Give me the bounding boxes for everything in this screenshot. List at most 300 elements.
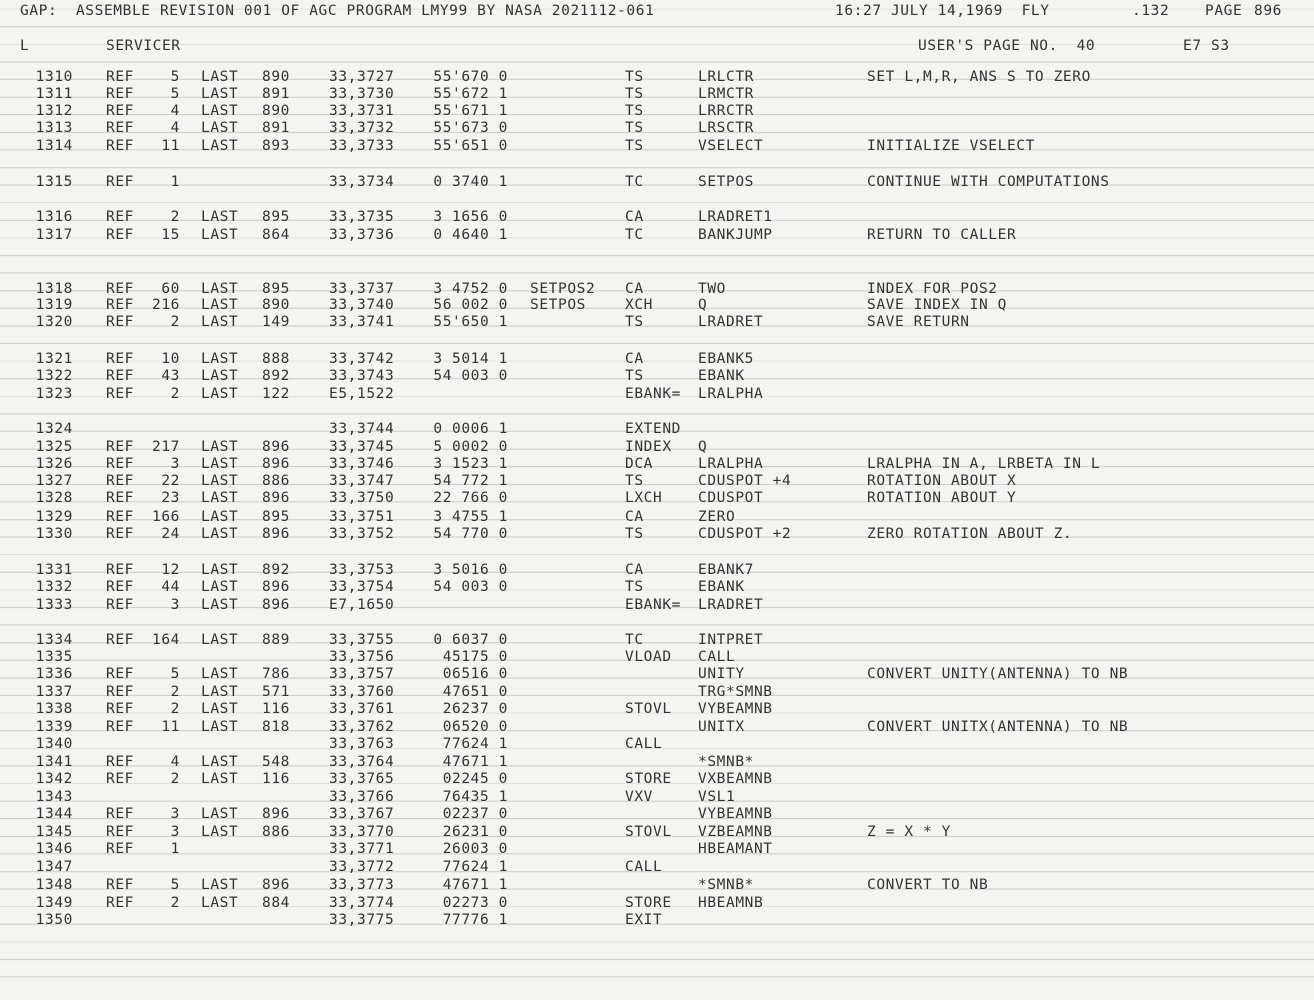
- row-1315-ref: REF: [106, 174, 134, 190]
- row-1310-lastn: 890: [262, 69, 290, 85]
- row-1322-ref: REF: [106, 368, 134, 384]
- row-1323-operand: LRALPHA: [698, 386, 764, 402]
- row-1344-last: LAST: [201, 806, 239, 822]
- row-1337-addr: 33,3760: [329, 684, 395, 700]
- row-1346-operand: HBEAMANT: [698, 841, 773, 857]
- row-1331-line: 1331: [35, 562, 73, 578]
- row-1337-last: LAST: [201, 684, 239, 700]
- row-1332-op: TS: [625, 579, 644, 595]
- row-1345-octal: 26231 0: [442, 824, 508, 840]
- row-1323-ref: REF: [106, 386, 134, 402]
- row-1334-last: LAST: [201, 632, 239, 648]
- row-1328-octal: 22 766 0: [433, 490, 508, 506]
- row-1345-last: LAST: [201, 824, 239, 840]
- row-1321-op: CA: [625, 351, 644, 367]
- row-1319-comment: SAVE INDEX IN Q: [867, 297, 1007, 313]
- row-1350-octal: 77776 1: [442, 912, 508, 928]
- row-1314-last: LAST: [201, 138, 239, 154]
- row-1320-addr: 33,3741: [329, 314, 395, 330]
- row-1332-refn: 44: [161, 579, 180, 595]
- row-1312-last: LAST: [201, 103, 239, 119]
- section-name: SERVICER: [106, 38, 181, 54]
- row-1328-refn: 23: [161, 490, 180, 506]
- row-1329-ref: REF: [106, 509, 134, 525]
- row-1316-octal: 3 1656 0: [433, 209, 508, 225]
- row-1317-comment: RETURN TO CALLER: [867, 227, 1017, 243]
- row-1313-op: TS: [625, 120, 644, 136]
- row-1310-refn: 5: [170, 69, 180, 85]
- row-1320-last: LAST: [201, 314, 239, 330]
- row-1342-last: LAST: [201, 771, 239, 787]
- row-1311-addr: 33,3730: [329, 86, 395, 102]
- row-1325-ref: REF: [106, 439, 134, 455]
- row-1317-lastn: 864: [262, 227, 290, 243]
- row-1337-operand: TRG*SMNB: [698, 684, 773, 700]
- row-1348-octal: 47671 1: [442, 877, 508, 893]
- row-1335-line: 1335: [35, 649, 73, 665]
- row-1326-addr: 33,3746: [329, 456, 395, 472]
- row-1329-line: 1329: [35, 509, 73, 525]
- row-1316-op: CA: [625, 209, 644, 225]
- row-1345-refn: 3: [170, 824, 180, 840]
- row-1339-comment: CONVERT UNITX(ANTENNA) TO NB: [867, 719, 1129, 735]
- row-1332-octal: 54 003 0: [433, 579, 508, 595]
- row-1317-addr: 33,3736: [329, 227, 395, 243]
- row-1347-octal: 77624 1: [442, 859, 508, 875]
- row-1341-last: LAST: [201, 754, 239, 770]
- row-1339-line: 1339: [35, 719, 73, 735]
- row-1333-line: 1333: [35, 597, 73, 613]
- row-1325-last: LAST: [201, 439, 239, 455]
- row-1313-octal: 55'673 0: [433, 120, 508, 136]
- row-1344-ref: REF: [106, 806, 134, 822]
- row-1318-octal: 3 4752 0: [433, 281, 508, 297]
- row-1331-last: LAST: [201, 562, 239, 578]
- row-1338-octal: 26237 0: [442, 701, 508, 717]
- row-1329-refn: 166: [152, 509, 180, 525]
- row-1345-op: STOVL: [625, 824, 672, 840]
- row-1341-lastn: 548: [262, 754, 290, 770]
- row-1340-octal: 77624 1: [442, 736, 508, 752]
- row-1348-operand: *SMNB*: [698, 877, 754, 893]
- row-1330-refn: 24: [161, 526, 180, 542]
- row-1331-ref: REF: [106, 562, 134, 578]
- row-1320-line: 1320: [35, 314, 73, 330]
- row-1319-lastn: 890: [262, 297, 290, 313]
- row-1325-operand: Q: [698, 439, 708, 455]
- row-1324-octal: 0 0006 1: [433, 421, 508, 437]
- row-1324-op: EXTEND: [625, 421, 681, 437]
- row-1326-refn: 3: [170, 456, 180, 472]
- row-1341-ref: REF: [106, 754, 134, 770]
- row-1338-lastn: 116: [262, 701, 290, 717]
- row-1328-line: 1328: [35, 490, 73, 506]
- row-1342-line: 1342: [35, 771, 73, 787]
- row-1343-op: VXV: [625, 789, 653, 805]
- row-1325-refn: 217: [152, 439, 180, 455]
- row-1345-lastn: 886: [262, 824, 290, 840]
- row-1318-lastn: 895: [262, 281, 290, 297]
- row-1311-refn: 5: [170, 86, 180, 102]
- row-1348-refn: 5: [170, 877, 180, 893]
- row-1340-op: CALL: [625, 736, 663, 752]
- row-1311-octal: 55'672 1: [433, 86, 508, 102]
- row-1318-op: CA: [625, 281, 644, 297]
- row-1322-last: LAST: [201, 368, 239, 384]
- row-1347-op: CALL: [625, 859, 663, 875]
- row-1327-line: 1327: [35, 473, 73, 489]
- row-1338-ref: REF: [106, 701, 134, 717]
- row-1350-op: EXIT: [625, 912, 663, 928]
- row-1321-last: LAST: [201, 351, 239, 367]
- row-1322-lastn: 892: [262, 368, 290, 384]
- row-1311-line: 1311: [35, 86, 73, 102]
- row-1343-operand: VSL1: [698, 789, 736, 805]
- row-1326-line: 1326: [35, 456, 73, 472]
- row-1313-ref: REF: [106, 120, 134, 136]
- row-1349-last: LAST: [201, 895, 239, 911]
- row-1320-comment: SAVE RETURN: [867, 314, 970, 330]
- row-1334-addr: 33,3755: [329, 632, 395, 648]
- row-1312-lastn: 890: [262, 103, 290, 119]
- row-1339-addr: 33,3762: [329, 719, 395, 735]
- row-1337-octal: 47651 0: [442, 684, 508, 700]
- row-1311-last: LAST: [201, 86, 239, 102]
- row-1346-addr: 33,3771: [329, 841, 395, 857]
- row-1338-refn: 2: [170, 701, 180, 717]
- row-1312-octal: 55'671 1: [433, 103, 508, 119]
- row-1319-last: LAST: [201, 297, 239, 313]
- row-1310-op: TS: [625, 69, 644, 85]
- row-1317-ref: REF: [106, 227, 134, 243]
- row-1330-operand: CDUSPOT +2: [698, 526, 792, 542]
- row-1328-lastn: 896: [262, 490, 290, 506]
- row-1321-line: 1321: [35, 351, 73, 367]
- row-1336-refn: 5: [170, 666, 180, 682]
- row-1331-octal: 3 5016 0: [433, 562, 508, 578]
- row-1315-addr: 33,3734: [329, 174, 395, 190]
- row-1339-last: LAST: [201, 719, 239, 735]
- row-1330-last: LAST: [201, 526, 239, 542]
- row-1333-op: EBANK=: [625, 597, 681, 613]
- row-1328-operand: CDUSPOT: [698, 490, 764, 506]
- row-1333-refn: 3: [170, 597, 180, 613]
- row-1312-ref: REF: [106, 103, 134, 119]
- row-1311-operand: LRMCTR: [698, 86, 754, 102]
- row-1312-refn: 4: [170, 103, 180, 119]
- row-1336-addr: 33,3757: [329, 666, 395, 682]
- row-1316-line: 1316: [35, 209, 73, 225]
- row-1315-comment: CONTINUE WITH COMPUTATIONS: [867, 174, 1110, 190]
- row-1316-lastn: 895: [262, 209, 290, 225]
- row-1311-lastn: 891: [262, 86, 290, 102]
- row-1321-ref: REF: [106, 351, 134, 367]
- row-1337-lastn: 571: [262, 684, 290, 700]
- row-1347-addr: 33,3772: [329, 859, 395, 875]
- row-1348-lastn: 896: [262, 877, 290, 893]
- row-1310-addr: 33,3727: [329, 69, 395, 85]
- row-1315-line: 1315: [35, 174, 73, 190]
- row-1346-octal: 26003 0: [442, 841, 508, 857]
- row-1342-octal: 02245 0: [442, 771, 508, 787]
- row-1315-octal: 0 3740 1: [433, 174, 508, 190]
- row-1334-op: TC: [625, 632, 644, 648]
- row-1334-operand: INTPRET: [698, 632, 764, 648]
- row-1336-comment: CONVERT UNITY(ANTENNA) TO NB: [867, 666, 1129, 682]
- row-1314-operand: VSELECT: [698, 138, 764, 154]
- row-1349-ref: REF: [106, 895, 134, 911]
- row-1313-lastn: 891: [262, 120, 290, 136]
- row-1328-last: LAST: [201, 490, 239, 506]
- row-1341-operand: *SMNB*: [698, 754, 754, 770]
- row-1344-octal: 02237 0: [442, 806, 508, 822]
- row-1317-refn: 15: [161, 227, 180, 243]
- row-1335-operand: CALL: [698, 649, 736, 665]
- row-1314-octal: 55'651 0: [433, 138, 508, 154]
- row-1321-operand: EBANK5: [698, 351, 754, 367]
- row-1330-addr: 33,3752: [329, 526, 395, 542]
- row-1316-last: LAST: [201, 209, 239, 225]
- row-1319-operand: Q: [698, 297, 708, 313]
- row-1325-op: INDEX: [625, 439, 672, 455]
- row-1337-line: 1337: [35, 684, 73, 700]
- row-1332-last: LAST: [201, 579, 239, 595]
- row-1311-ref: REF: [106, 86, 134, 102]
- row-1328-op: LXCH: [625, 490, 663, 506]
- row-1318-label: SETPOS2: [530, 281, 596, 297]
- row-1338-addr: 33,3761: [329, 701, 395, 717]
- row-1339-lastn: 818: [262, 719, 290, 735]
- row-1320-operand: LRADRET: [698, 314, 764, 330]
- row-1344-addr: 33,3767: [329, 806, 395, 822]
- row-1317-last: LAST: [201, 227, 239, 243]
- row-1333-lastn: 896: [262, 597, 290, 613]
- row-1312-line: 1312: [35, 103, 73, 119]
- row-1325-line: 1325: [35, 439, 73, 455]
- row-1327-refn: 22: [161, 473, 180, 489]
- row-1314-addr: 33,3733: [329, 138, 395, 154]
- row-1338-op: STOVL: [625, 701, 672, 717]
- row-1313-addr: 33,3732: [329, 120, 395, 136]
- listing-header: GAP: ASSEMBLE REVISION 001 OF AGC PROGRAM LMY99 BY NASA 2021112-061: [20, 3, 655, 19]
- row-1346-line: 1346: [35, 841, 73, 857]
- row-1311-op: TS: [625, 86, 644, 102]
- row-1347-line: 1347: [35, 859, 73, 875]
- row-1342-lastn: 116: [262, 771, 290, 787]
- row-1341-addr: 33,3764: [329, 754, 395, 770]
- row-1336-operand: UNITY: [698, 666, 745, 682]
- row-1342-refn: 2: [170, 771, 180, 787]
- row-1333-ref: REF: [106, 597, 134, 613]
- row-1322-op: TS: [625, 368, 644, 384]
- row-1330-octal: 54 770 0: [433, 526, 508, 542]
- row-1316-addr: 33,3735: [329, 209, 395, 225]
- row-1330-op: TS: [625, 526, 644, 542]
- row-1319-line: 1319: [35, 297, 73, 313]
- row-1314-ref: REF: [106, 138, 134, 154]
- row-1332-lastn: 896: [262, 579, 290, 595]
- row-1321-lastn: 888: [262, 351, 290, 367]
- row-1314-op: TS: [625, 138, 644, 154]
- listing-timestamp: 16:27 JULY 14,1969 FLY: [835, 3, 1050, 19]
- listing-code: .132: [1132, 3, 1170, 19]
- page-number: 896: [1254, 3, 1282, 19]
- row-1323-lastn: 122: [262, 386, 290, 402]
- row-1321-addr: 33,3742: [329, 351, 395, 367]
- row-1324-addr: 33,3744: [329, 421, 395, 437]
- row-1344-line: 1344: [35, 806, 73, 822]
- row-1334-ref: REF: [106, 632, 134, 648]
- row-1314-refn: 11: [161, 138, 180, 154]
- row-1334-octal: 0 6037 0: [433, 632, 508, 648]
- row-1312-op: TS: [625, 103, 644, 119]
- row-1327-ref: REF: [106, 473, 134, 489]
- row-1349-lastn: 884: [262, 895, 290, 911]
- row-1331-addr: 33,3753: [329, 562, 395, 578]
- row-1346-refn: 1: [170, 841, 180, 857]
- row-1327-op: TS: [625, 473, 644, 489]
- row-1314-lastn: 893: [262, 138, 290, 154]
- row-1330-ref: REF: [106, 526, 134, 542]
- row-1336-lastn: 786: [262, 666, 290, 682]
- row-1330-lastn: 896: [262, 526, 290, 542]
- row-1328-ref: REF: [106, 490, 134, 506]
- row-1345-addr: 33,3770: [329, 824, 395, 840]
- row-1310-line: 1310: [35, 69, 73, 85]
- row-1326-operand: LRALPHA: [698, 456, 764, 472]
- row-1310-octal: 55'670 0: [433, 69, 508, 85]
- row-1320-op: TS: [625, 314, 644, 330]
- row-1350-addr: 33,3775: [329, 912, 395, 928]
- row-1349-line: 1349: [35, 895, 73, 911]
- row-1315-refn: 1: [170, 174, 180, 190]
- row-1321-refn: 10: [161, 351, 180, 367]
- row-1350-line: 1350: [35, 912, 73, 928]
- row-1313-operand: LRSCTR: [698, 120, 754, 136]
- row-1345-comment: Z = X * Y: [867, 824, 951, 840]
- row-1317-op: TC: [625, 227, 644, 243]
- row-1332-addr: 33,3754: [329, 579, 395, 595]
- row-1322-line: 1322: [35, 368, 73, 384]
- row-1322-octal: 54 003 0: [433, 368, 508, 384]
- row-1327-octal: 54 772 1: [433, 473, 508, 489]
- row-1326-ref: REF: [106, 456, 134, 472]
- row-1331-op: CA: [625, 562, 644, 578]
- row-1313-refn: 4: [170, 120, 180, 136]
- row-1310-operand: LRLCTR: [698, 69, 754, 85]
- row-1335-addr: 33,3756: [329, 649, 395, 665]
- row-1315-operand: SETPOS: [698, 174, 754, 190]
- row-1333-addr: E7,1650: [329, 597, 395, 613]
- row-1338-line: 1338: [35, 701, 73, 717]
- row-1339-refn: 11: [161, 719, 180, 735]
- row-1342-addr: 33,3765: [329, 771, 395, 787]
- row-1323-last: LAST: [201, 386, 239, 402]
- bank-indicator: E7 S3: [1183, 38, 1230, 54]
- row-1316-ref: REF: [106, 209, 134, 225]
- row-1336-line: 1336: [35, 666, 73, 682]
- row-1318-last: LAST: [201, 281, 239, 297]
- row-1327-addr: 33,3747: [329, 473, 395, 489]
- row-1321-octal: 3 5014 1: [433, 351, 508, 367]
- row-1323-line: 1323: [35, 386, 73, 402]
- row-1326-op: DCA: [625, 456, 653, 472]
- row-1345-ref: REF: [106, 824, 134, 840]
- row-1334-lastn: 889: [262, 632, 290, 648]
- row-1329-octal: 3 4755 1: [433, 509, 508, 525]
- row-1317-octal: 0 4640 1: [433, 227, 508, 243]
- row-1318-refn: 60: [161, 281, 180, 297]
- row-1313-line: 1313: [35, 120, 73, 136]
- row-1320-lastn: 149: [262, 314, 290, 330]
- row-1310-ref: REF: [106, 69, 134, 85]
- row-1343-line: 1343: [35, 789, 73, 805]
- row-1313-last: LAST: [201, 120, 239, 136]
- row-1341-line: 1341: [35, 754, 73, 770]
- row-1318-addr: 33,3737: [329, 281, 395, 297]
- row-1329-op: CA: [625, 509, 644, 525]
- row-1339-ref: REF: [106, 719, 134, 735]
- row-1314-line: 1314: [35, 138, 73, 154]
- row-1326-last: LAST: [201, 456, 239, 472]
- row-1331-operand: EBANK7: [698, 562, 754, 578]
- row-1349-operand: HBEAMNB: [698, 895, 764, 911]
- row-1319-refn: 216: [152, 297, 180, 313]
- row-1319-addr: 33,3740: [329, 297, 395, 313]
- users-page-number: USER'S PAGE NO. 40: [918, 38, 1096, 54]
- row-1326-comment: LRALPHA IN A, LRBETA IN L: [867, 456, 1101, 472]
- row-1322-refn: 43: [161, 368, 180, 384]
- row-1327-last: LAST: [201, 473, 239, 489]
- row-1348-line: 1348: [35, 877, 73, 893]
- row-1327-lastn: 886: [262, 473, 290, 489]
- row-1318-ref: REF: [106, 281, 134, 297]
- row-1310-last: LAST: [201, 69, 239, 85]
- row-1318-comment: INDEX FOR POS2: [867, 281, 998, 297]
- row-1331-refn: 12: [161, 562, 180, 578]
- row-1326-lastn: 896: [262, 456, 290, 472]
- row-1345-operand: VZBEAMNB: [698, 824, 773, 840]
- row-1336-last: LAST: [201, 666, 239, 682]
- row-1343-octal: 76435 1: [442, 789, 508, 805]
- row-1329-operand: ZERO: [698, 509, 736, 525]
- page-label: PAGE: [1205, 3, 1243, 19]
- row-1340-addr: 33,3763: [329, 736, 395, 752]
- row-1344-lastn: 896: [262, 806, 290, 822]
- row-1329-last: LAST: [201, 509, 239, 525]
- row-1319-ref: REF: [106, 297, 134, 313]
- row-1322-addr: 33,3743: [329, 368, 395, 384]
- row-1349-refn: 2: [170, 895, 180, 911]
- row-1312-addr: 33,3731: [329, 103, 395, 119]
- row-1336-ref: REF: [106, 666, 134, 682]
- row-1338-last: LAST: [201, 701, 239, 717]
- row-1329-lastn: 895: [262, 509, 290, 525]
- row-1344-operand: VYBEAMNB: [698, 806, 773, 822]
- row-1314-comment: INITIALIZE VSELECT: [867, 138, 1035, 154]
- row-1348-comment: CONVERT TO NB: [867, 877, 989, 893]
- row-1332-line: 1332: [35, 579, 73, 595]
- row-1339-operand: UNITX: [698, 719, 745, 735]
- row-1341-octal: 47671 1: [442, 754, 508, 770]
- row-1320-ref: REF: [106, 314, 134, 330]
- row-1325-octal: 5 0002 0: [433, 439, 508, 455]
- row-1334-line: 1334: [35, 632, 73, 648]
- row-1337-refn: 2: [170, 684, 180, 700]
- row-1331-lastn: 892: [262, 562, 290, 578]
- row-1315-op: TC: [625, 174, 644, 190]
- row-1348-addr: 33,3773: [329, 877, 395, 893]
